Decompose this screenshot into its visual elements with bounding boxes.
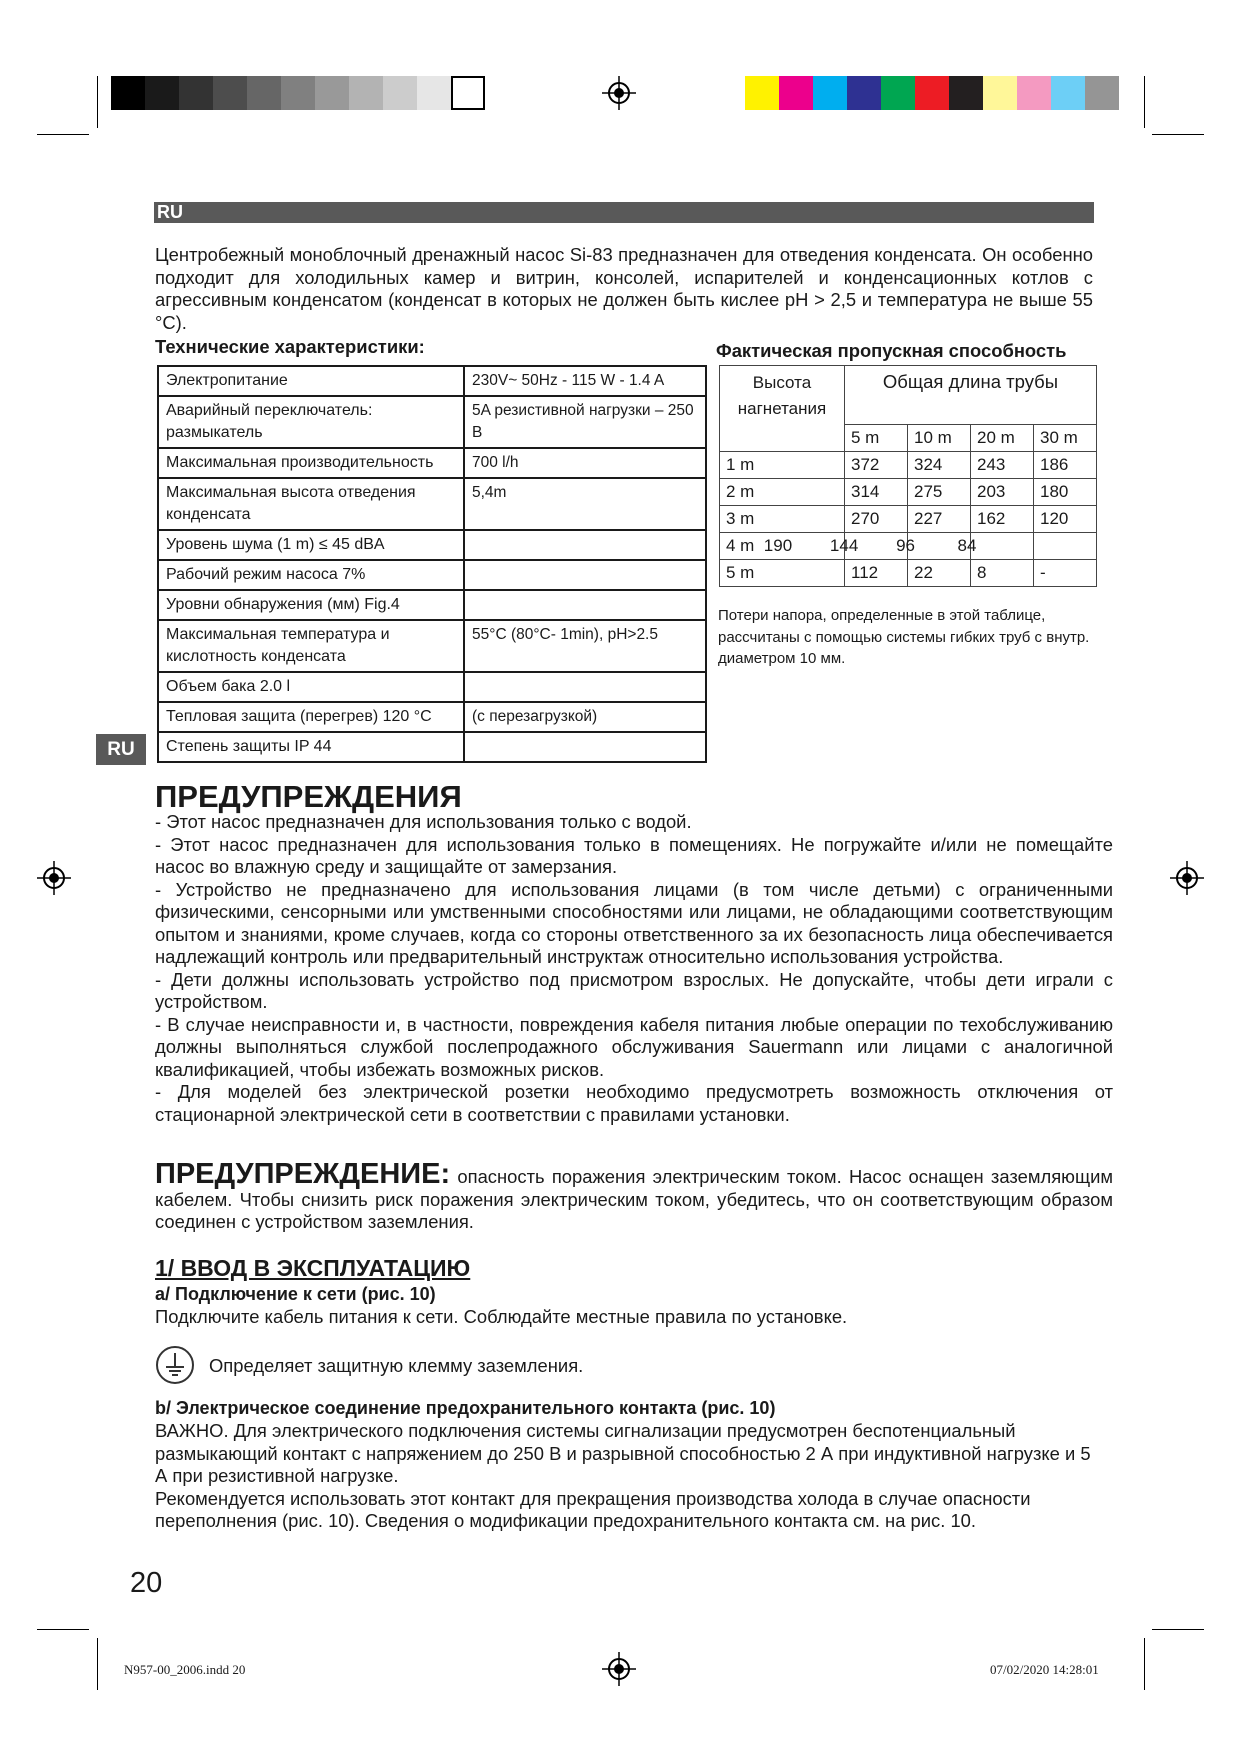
- flow-table: [719, 365, 1097, 587]
- subsection-a-text: Подключите кабель питания к сети. Соблюдайте местные правила по установке.: [155, 1306, 848, 1327]
- flow-value: 372: [845, 452, 908, 479]
- warnings-title: ПРЕДУПРЕЖДЕНИЯ: [155, 779, 462, 814]
- spec-row: [158, 672, 706, 702]
- color-swatch: [315, 76, 349, 110]
- spec-label: Аварийный переключатель: размыкатель: [158, 396, 464, 448]
- spec-value: 55°C (80°C- 1min), pH>2.5: [464, 620, 706, 672]
- flow-col-head: Высота нагнетания: [720, 366, 845, 452]
- spec-row: [158, 620, 706, 672]
- spec-label: Максимальная производительность: [158, 448, 464, 478]
- section-title: 1/ ВВОД В ЭКСПЛУАТАЦИЮ: [155, 1255, 471, 1281]
- flow-length: 30 m: [1034, 425, 1097, 452]
- color-swatch: [745, 76, 779, 110]
- crop-mark: [1144, 76, 1145, 128]
- flow-row: [720, 452, 1097, 479]
- intro-paragraph: Центробежный моноблочный дренажный насос Si-83 предназначен для отведения конденсата. Он особенно подходит для холодильных камер и витрин, консолей, испарителей и конденсационных котлов с агрессивным конденсатом (конденсат в которых не должен быть кислее pH > 2,5 и температура не выше 55 °C).: [155, 244, 1093, 333]
- warning-item: - Этот насос предназначен для использования только с водой.: [155, 811, 692, 832]
- spec-label: Рабочий режим насоса 7%: [158, 560, 464, 590]
- crop-mark: [37, 134, 89, 135]
- flow-height: 1 m: [720, 452, 845, 479]
- spec-row: [158, 396, 706, 448]
- flow-value: 275: [908, 479, 971, 506]
- flow-value: 120: [1034, 506, 1097, 533]
- warning-item: - Этот насос предназначен для использования только в помещениях. Не погружайте и/или не помещайте насос во влажную среду и защищайте от замерзания.: [155, 833, 1113, 877]
- color-swatch: [111, 76, 145, 110]
- spec-value: 5A резистивной нагрузки – 250 В: [464, 396, 706, 448]
- flow-value: 186: [1034, 452, 1097, 479]
- spec-label: Объем бака 2.0 l: [158, 672, 464, 702]
- flow-length: 20 m: [971, 425, 1034, 452]
- flow-height: 4 m 190 144 96 84: [720, 533, 845, 560]
- electric-warning: [155, 1158, 1113, 1234]
- spec-value: [464, 732, 706, 762]
- crop-mark: [37, 1629, 89, 1630]
- side-language-tab: RU: [96, 734, 146, 765]
- flow-table-title: Фактическая пропускная способность: [716, 340, 1067, 361]
- crop-mark: [97, 1638, 98, 1690]
- subsection-a-title: a/ Подключение к сети (рис. 10): [155, 1284, 436, 1304]
- crop-mark: [1144, 1638, 1145, 1690]
- subsection-b-para: ВАЖНО. Для электрического подключения системы сигнализации предусмотрен беспотенциальный размыкающий контакт с напряжением до 250 В и разрывной способностью 2 А при индуктивной нагрузке и 5 А при резистивной нагрузке.: [155, 1420, 1091, 1486]
- color-swatch: [145, 76, 179, 110]
- flow-height: 3 m: [720, 506, 845, 533]
- crop-mark: [97, 76, 98, 128]
- spec-row: [158, 478, 706, 530]
- color-swatch: [881, 76, 915, 110]
- spec-label: Максимальная температура и кислотность конденсата: [158, 620, 464, 672]
- spec-label: Максимальная высота отведения конденсата: [158, 478, 464, 530]
- spec-value: [464, 672, 706, 702]
- ground-terminal-icon: [155, 1345, 195, 1385]
- color-swatch: [281, 76, 315, 110]
- flow-value: 270: [845, 506, 908, 533]
- color-swatch: [349, 76, 383, 110]
- spec-row: [158, 702, 706, 732]
- flow-value: 162: [971, 506, 1034, 533]
- warnings-list: [155, 811, 1113, 1126]
- flow-value: -: [1034, 560, 1097, 587]
- subsection-b-para: Рекомендуется использовать этот контакт для прекращения производства холода в случае опасности переполнения (рис. 10). Сведения о модификации предохранительного контакта см. на рис. 10.: [155, 1487, 1031, 1531]
- warning-item: - Дети должны использовать устройство под присмотром взрослых. Не допускайте, чтобы дети играли с устройством.: [155, 968, 1113, 1012]
- spec-value: [464, 530, 706, 560]
- registration-mark-icon: [1170, 861, 1204, 895]
- color-swatch: [417, 76, 451, 110]
- flow-value: 243: [971, 452, 1034, 479]
- color-swatch: [451, 76, 485, 110]
- spec-row: [158, 732, 706, 762]
- flow-value: 227: [908, 506, 971, 533]
- electric-warning-text: опасность поражения электрическим током. Насос оснащен заземляющим кабелем. Чтобы снизить риск поражения электрическим током, убедитесь, что он соответствующим образом соединен с устройством заземления.: [155, 1166, 1113, 1232]
- flow-note: Потери напора, определенные в этой таблице, рассчитаны с помощью системы гибких труб с внутр. диаметром 10 мм.: [718, 607, 1090, 667]
- flow-value: [971, 533, 1034, 560]
- spec-value: 230V~ 50Hz - 115 W - 1.4 A: [464, 366, 706, 396]
- specs-table: [157, 365, 707, 763]
- flow-row: [720, 533, 1097, 560]
- flow-row: [720, 479, 1097, 506]
- footer-file-name: N957-00_2006.indd 20: [124, 1662, 246, 1677]
- color-swatch: [847, 76, 881, 110]
- warning-item: - Для моделей без электрической розетки необходимо предусмотреть возможность отключения от стационарной электрической сети в соответствии с правилами установки.: [155, 1081, 1113, 1125]
- spec-label: Степень защиты IP 44: [158, 732, 464, 762]
- registration-mark-icon: [37, 861, 71, 895]
- flow-row: [720, 506, 1097, 533]
- color-swatch: [383, 76, 417, 110]
- spec-label: Электропитание: [158, 366, 464, 396]
- flow-height: 2 m: [720, 479, 845, 506]
- subsection-b-text: [155, 1420, 1095, 1533]
- color-swatch: [213, 76, 247, 110]
- flow-value: 112: [845, 560, 908, 587]
- spec-value: [464, 560, 706, 590]
- flow-value: 203: [971, 479, 1034, 506]
- flow-length: 10 m: [908, 425, 971, 452]
- color-swatch: [915, 76, 949, 110]
- spec-value: (с перезагрузкой): [464, 702, 706, 732]
- spec-row: [158, 590, 706, 620]
- registration-mark-icon: [602, 76, 636, 110]
- page-number: 20: [130, 1567, 163, 1599]
- spec-row: [158, 560, 706, 590]
- color-swatch: [1017, 76, 1051, 110]
- color-swatch: [813, 76, 847, 110]
- color-swatch: [983, 76, 1017, 110]
- flow-group-head: Общая длина трубы: [845, 366, 1097, 425]
- warning-item: - Устройство не предназначено для использования лицами (в том числе детьми) с ограниченными физическими, сенсорными или умственными способностями или лицами, не обладающими соответствующим опытом и знаниями, кроме случаев, когда со стороны ответственного за их безопасность лица обеспечивается надлежащий контроль или предварительный инструктаж относительно использования устройства.: [155, 878, 1113, 967]
- flow-value: 324: [908, 452, 971, 479]
- flow-row: [720, 560, 1097, 587]
- warning-item: - В случае неисправности и, в частности, повреждения кабеля питания любые операции по техобслуживанию должны выполняться службой послепродажного обслуживания Sauermann или лицами с аналогичной квалификацией, чтобы избежать возможных рисков.: [155, 1013, 1113, 1080]
- spec-label: Уровень шума (1 m) ≤ 45 dBA: [158, 530, 464, 560]
- crop-mark: [1152, 1629, 1204, 1630]
- language-header-bar: RU: [154, 202, 1094, 223]
- spec-row: [158, 366, 706, 396]
- spec-value: 5,4m: [464, 478, 706, 530]
- subsection-b-title: b/ Электрическое соединение предохранительного контакта (рис. 10): [155, 1398, 776, 1418]
- spec-value: [464, 590, 706, 620]
- flow-height: 5 m: [720, 560, 845, 587]
- flow-value: 180: [1034, 479, 1097, 506]
- crop-mark: [1152, 134, 1204, 135]
- spec-label: Уровни обнаружения (мм) Fig.4: [158, 590, 464, 620]
- footer-date: 07/02/2020 14:28:01: [990, 1662, 1099, 1677]
- electric-warning-title: ПРЕДУПРЕЖДЕНИЕ:: [155, 1158, 451, 1190]
- specs-title: Технические характеристики:: [155, 336, 425, 357]
- spec-row: [158, 448, 706, 478]
- spec-row: [158, 530, 706, 560]
- color-swatch: [949, 76, 983, 110]
- flow-value: [1034, 533, 1097, 560]
- registration-mark-icon: [602, 1652, 636, 1686]
- color-swatch: [779, 76, 813, 110]
- color-swatch: [1051, 76, 1085, 110]
- color-swatch: [1085, 76, 1119, 110]
- spec-label: Тепловая защита (перегрев) 120 °C: [158, 702, 464, 732]
- color-swatch: [247, 76, 281, 110]
- color-swatch: [179, 76, 213, 110]
- ground-text: Определяет защитную клемму заземления.: [209, 1355, 584, 1376]
- spec-value: 700 l/h: [464, 448, 706, 478]
- flow-length: 5 m: [845, 425, 908, 452]
- flow-value: 8: [971, 560, 1034, 587]
- flow-value: 22: [908, 560, 971, 587]
- flow-value: 314: [845, 479, 908, 506]
